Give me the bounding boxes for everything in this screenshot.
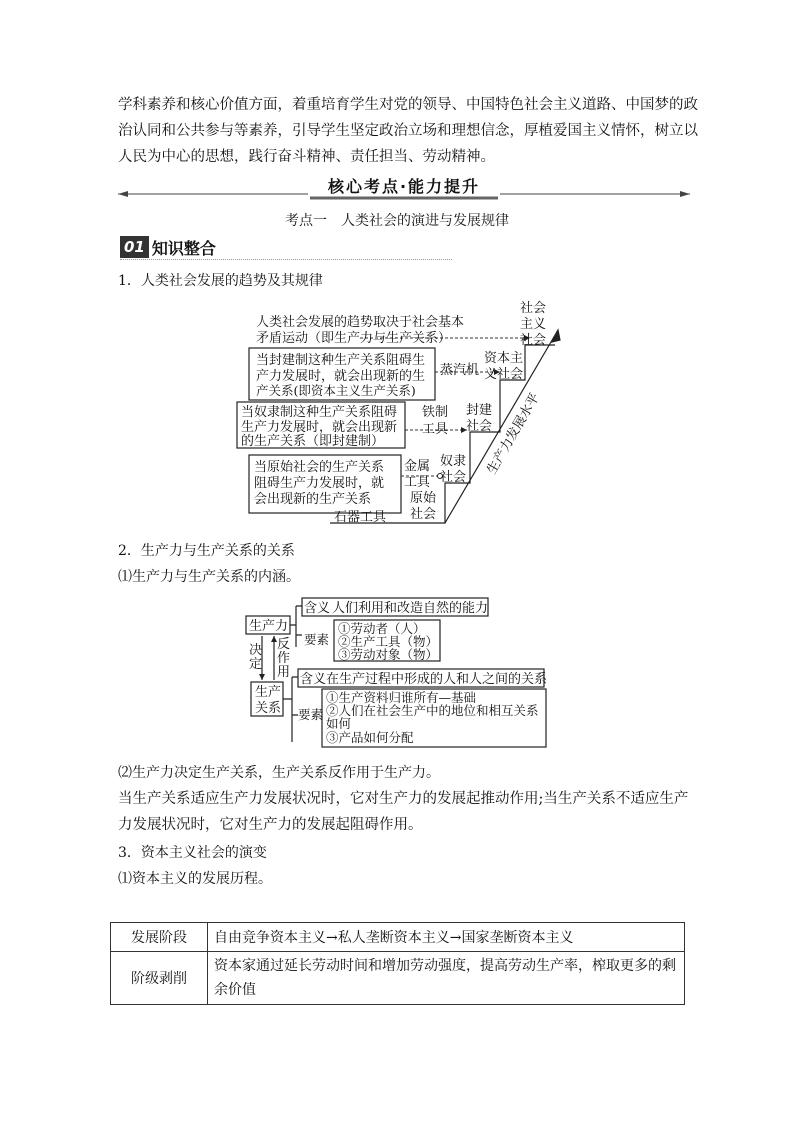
slave-box-line: 当原始社会的生产关系 (254, 460, 385, 475)
relations-label: 关系 (255, 701, 282, 716)
society-primitive: 社会 (410, 507, 437, 522)
badge-label: 知识整合 (151, 238, 216, 258)
badge-number: 01 (120, 236, 149, 258)
society-capitalist: 义社会 (484, 367, 524, 382)
pr-element: ②人们在社会生产中的地位和相互关系 (326, 703, 539, 718)
axis-label: 生产力发展水平 (484, 390, 543, 477)
table-row (111, 952, 685, 1005)
relation-line: 当生产关系适应生产力发展状况时，它对生产力的发展起推动作用;当生产关系不适应生产 (118, 791, 689, 807)
pr-meaning: 在生产过程中形成的人和人之间的关系 (326, 672, 548, 687)
relation-line: 力发展状况时，它对生产力的发展起阻碍作用。 (118, 817, 423, 833)
tool-metal: 金属 (404, 459, 431, 474)
pr-element: ③产品如何分配 (326, 730, 414, 745)
pr-meaning-label: 含义 (300, 672, 327, 687)
feudal-box-line: 当奴隶制这种生产关系阻碍 (241, 405, 398, 420)
reacts-label: 作 (277, 651, 291, 666)
pf-meaning-label: 含义 (304, 601, 331, 616)
relation-paragraph (118, 786, 688, 838)
table-body-cell: 自由竞争资本主义→私人垄断资本主义→国家垄断资本主义 (208, 923, 685, 952)
tool-metal: 工具 (404, 475, 431, 490)
slave-box-line: 会出现新的生产关系 (254, 492, 372, 507)
top-note-line: 人类社会发展的趋势取决于社会基本 (256, 315, 465, 330)
society-capitalist: 资本主 (484, 351, 524, 366)
relations-label: 生产 (255, 685, 282, 700)
pr-elements-label: 要素 (298, 707, 324, 722)
heading-3: 3．资本主义社会的演变 (118, 845, 267, 861)
society-feudal: 社会 (466, 419, 493, 434)
pf-element: ③劳动对象（物） (338, 647, 439, 662)
tool-steam: 蒸汽机 (440, 363, 480, 378)
capitalist-box-line: 产关系(即资本主义生产关系) (256, 383, 416, 398)
reacts-label: 用 (277, 665, 291, 680)
table-head-cell: 阶级剥削 (111, 952, 208, 1005)
table-row (111, 923, 685, 952)
capitalist-box-line: 当封建制这种生产关系阻碍生 (256, 353, 426, 368)
capitalism-development-table (110, 922, 685, 1005)
society-socialist: 社会 (520, 333, 547, 348)
society-slave: 社会 (440, 470, 467, 485)
knowledge-badge (120, 236, 216, 258)
top-note-line: 矛盾运动（即生产力与生产关系） (256, 331, 452, 346)
pf-elements-label: 要素 (304, 632, 330, 647)
forces-relations-diagram (0, 592, 794, 760)
table-head-cell: 发展阶段 (111, 923, 208, 952)
pf-element: ②生产工具（物） (338, 634, 439, 649)
society-socialist: 主义 (520, 317, 547, 332)
badge-divider (120, 259, 452, 260)
tool-stone: 石器工具 (334, 510, 387, 525)
heading-3-sub-1: ⑴资本主义的发展历程。 (118, 871, 272, 887)
social-development-diagram (0, 290, 794, 530)
tool-iron: 铁制 (422, 405, 449, 420)
reacts-label: 反 (277, 637, 291, 652)
intro-paragraph (118, 92, 698, 170)
decides-label: 定 (249, 657, 263, 672)
society-feudal: 封建 (466, 403, 493, 418)
society-socialist: 社会 (520, 301, 547, 316)
section-subtitle: 考点一 人类社会的演进与发展规律 (285, 213, 509, 229)
pf-meaning: 人们利用和改造自然的能力 (332, 601, 489, 616)
table-body-cell: 资本家通过延长劳动时间和增加劳动强度，提高劳动生产率，榨取更多的剩余价值 (208, 952, 685, 1005)
society-slave: 奴隶 (440, 454, 467, 469)
section-banner (118, 172, 690, 206)
heading-1: 1．人类社会发展的趋势及其规律 (118, 273, 323, 289)
feudal-box-line: 生产力发展时，就会出现新 (241, 420, 398, 435)
heading-2: 2．生产力与生产关系的关系 (118, 543, 295, 559)
intro-line: 学科素养和核心价值方面，着重培育学生对党的领导、中国特色社会主义道路、中国梦的政 (118, 97, 698, 113)
pr-element: ①生产资料归谁所有—基础 (326, 690, 477, 705)
pf-element: ①劳动者（人） (338, 621, 426, 636)
tool-iron: 工具 (422, 422, 449, 437)
feudal-box-line: 的生产关系（即封建制） (241, 434, 385, 449)
heading-2-sub-1: ⑴生产力与生产关系的内涵。 (118, 569, 300, 585)
intro-line: 治认同和公共参与等素养，引导学生坚定政治立场和理想信念，厚植爱国主义情怀，树立以 (118, 123, 698, 139)
slave-box-line: 阻碍生产力发展时，就 (254, 476, 385, 491)
intro-line: 人民为中心的思想，践行奋斗精神、责任担当、劳动精神。 (118, 149, 495, 165)
decides-label: 决 (249, 643, 263, 658)
banner-title: 核心考点·能力提升 (327, 177, 481, 196)
productive-forces-label: 生产力 (249, 619, 289, 634)
heading-2-sub-2: ⑵生产力决定生产关系，生产关系反作用于生产力。 (118, 765, 440, 781)
pr-element: 如何 (326, 716, 352, 731)
society-primitive: 原始 (410, 491, 437, 506)
capitalist-box-line: 产力发展时，就会出现新的生 (256, 369, 426, 384)
